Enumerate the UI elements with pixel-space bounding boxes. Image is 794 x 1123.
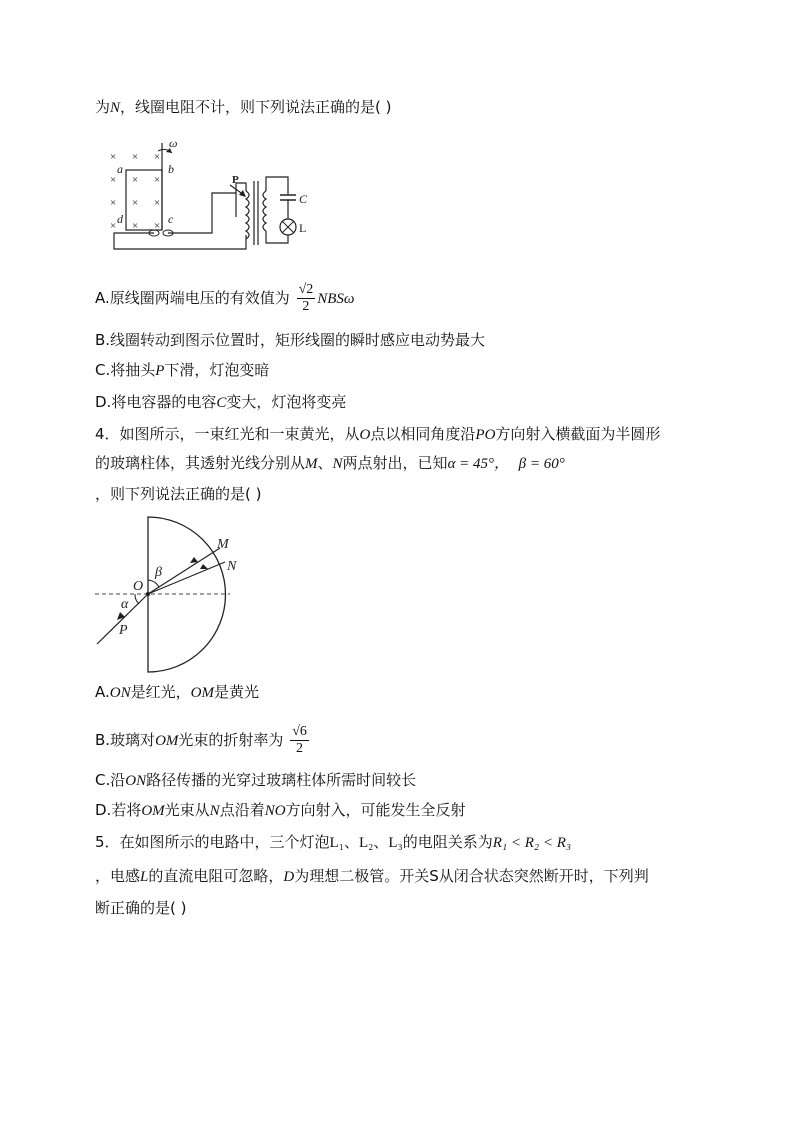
- label-omega: ω: [169, 136, 178, 150]
- var: M: [305, 456, 318, 472]
- text: D.若将: [95, 801, 142, 819]
- fraction: [297, 282, 316, 315]
- resistance-relation: R₁ < R₂ < R₃: [492, 835, 572, 851]
- q3-intro: [95, 97, 392, 118]
- label-m: M: [217, 537, 229, 552]
- var: L: [140, 869, 149, 885]
- text: A.原线圈两端电压的有效值为: [95, 289, 290, 307]
- var-n: N: [110, 100, 121, 116]
- var: OM: [141, 803, 165, 819]
- cross-mark: ×: [110, 174, 117, 186]
- beta-arc: [148, 580, 159, 587]
- text: 方向射入横截面为半圆形: [495, 425, 661, 443]
- cross-mark: ×: [110, 151, 117, 163]
- denominator: 2: [302, 299, 310, 314]
- wire: [266, 231, 288, 243]
- q4-option-b: [95, 724, 311, 757]
- q4-line-1: [95, 424, 660, 445]
- label-alpha: α: [121, 597, 129, 612]
- cross-mark: ×: [110, 197, 117, 209]
- cross-mark: ×: [154, 151, 161, 163]
- text: 的直流电阻可忽略，: [148, 867, 284, 885]
- var: ON: [109, 685, 131, 701]
- text: 的电阻关系为: [402, 833, 493, 851]
- q3-option-b: B.线圈转动到图示位置时，矩形线圈的瞬时感应电动势最大: [95, 331, 486, 349]
- var: ON: [125, 773, 147, 789]
- q5-line-2: [95, 866, 649, 887]
- cross-mark: ×: [110, 220, 117, 232]
- generator-transformer-figure: [100, 135, 330, 260]
- fraction: [290, 724, 309, 757]
- label-c: c: [168, 212, 174, 226]
- primary-coil: [246, 191, 249, 239]
- wire: [168, 193, 236, 233]
- text: A.: [95, 683, 110, 701]
- text: 是黄光: [213, 683, 259, 701]
- secondary-coil: [263, 191, 266, 231]
- q5-line-1: [95, 832, 571, 853]
- expression: NBSω: [317, 291, 355, 307]
- q4-line-3: ，则下列说法正确的是( ): [95, 485, 262, 503]
- label-b: b: [168, 162, 174, 176]
- label-p: P: [119, 623, 128, 638]
- var: PO: [475, 427, 496, 443]
- text: 点以相同角度沿: [370, 425, 476, 443]
- lamps: L₁、L₂、L₃: [329, 835, 403, 851]
- var: D: [283, 869, 295, 885]
- label-l: L: [299, 221, 307, 235]
- alpha-arc: [135, 594, 139, 604]
- cross-mark: ×: [132, 151, 139, 163]
- text: 路径传播的光穿过玻璃柱体所需时间较长: [146, 771, 417, 789]
- text: C.沿: [95, 771, 126, 789]
- q4-line-2: [95, 453, 565, 474]
- text: 两点射出，已知: [342, 454, 448, 472]
- text: 5．在如图所示的电路中，三个灯泡: [95, 833, 330, 851]
- label-o: O: [133, 579, 144, 594]
- label-p: P: [232, 174, 239, 186]
- var: O: [359, 427, 371, 443]
- numerator: √2: [298, 282, 314, 297]
- cross-mark: ×: [132, 174, 139, 186]
- var: NO: [264, 803, 286, 819]
- alpha-value: α = 45°，: [447, 456, 510, 472]
- text: C.将抽头: [95, 361, 156, 379]
- q4-option-c: [95, 770, 416, 791]
- text: 为: [95, 98, 111, 116]
- text: 为理想二极管。开关: [294, 867, 430, 885]
- label-beta: β: [155, 565, 162, 580]
- q3-option-c: [95, 360, 269, 381]
- cross-mark: ×: [154, 197, 161, 209]
- text: 从闭合状态突然断开时，下列判: [438, 867, 649, 885]
- wire: [114, 233, 246, 249]
- var: OM: [155, 733, 179, 749]
- text: 4．如图所示，一束红光和一束黄光，从: [95, 425, 360, 443]
- var: C: [216, 395, 227, 411]
- cross-mark: ×: [154, 220, 161, 232]
- semicircle-refraction-figure: [95, 512, 355, 677]
- beta-value: β = 60°: [518, 456, 565, 472]
- var: P: [155, 363, 165, 379]
- cross-mark: ×: [132, 220, 139, 232]
- text: B.玻璃对: [95, 731, 156, 749]
- text: ，电感: [95, 867, 141, 885]
- cross-mark: ×: [132, 197, 139, 209]
- text: 、: [317, 454, 333, 472]
- text: 光束从: [164, 801, 210, 819]
- text: 光束的折射率为: [178, 731, 284, 749]
- text: D.将电容器的电容: [95, 393, 217, 411]
- text: 是红光，: [130, 683, 191, 701]
- text: ，线圈电阻不计，则下列说法正确的是( ): [120, 98, 392, 116]
- point-o: [146, 592, 150, 596]
- label-a: a: [117, 162, 123, 176]
- q3-option-a: [95, 282, 355, 315]
- label-c-cap: C: [299, 192, 308, 206]
- label-n: N: [227, 559, 237, 574]
- text: 方向射入，可能发生全反射: [285, 801, 466, 819]
- q4-option-d: [95, 800, 466, 821]
- var: N: [209, 803, 220, 819]
- wire: [266, 177, 288, 195]
- text: 的玻璃柱体，其透射光线分别从: [95, 454, 306, 472]
- q5-line-3: 断正确的是( ): [95, 899, 187, 917]
- var: N: [332, 456, 343, 472]
- var: OM: [190, 685, 214, 701]
- denominator: 2: [296, 741, 304, 756]
- numerator: √6: [292, 724, 307, 739]
- text: 变大，灯泡将变亮: [226, 393, 347, 411]
- cross-mark: ×: [154, 174, 161, 186]
- label-d: d: [117, 212, 123, 226]
- text: 点沿着: [219, 801, 265, 819]
- q4-option-a: [95, 682, 259, 703]
- var: S: [429, 867, 439, 885]
- text: 下滑，灯泡变暗: [164, 361, 270, 379]
- q3-option-d: [95, 392, 346, 413]
